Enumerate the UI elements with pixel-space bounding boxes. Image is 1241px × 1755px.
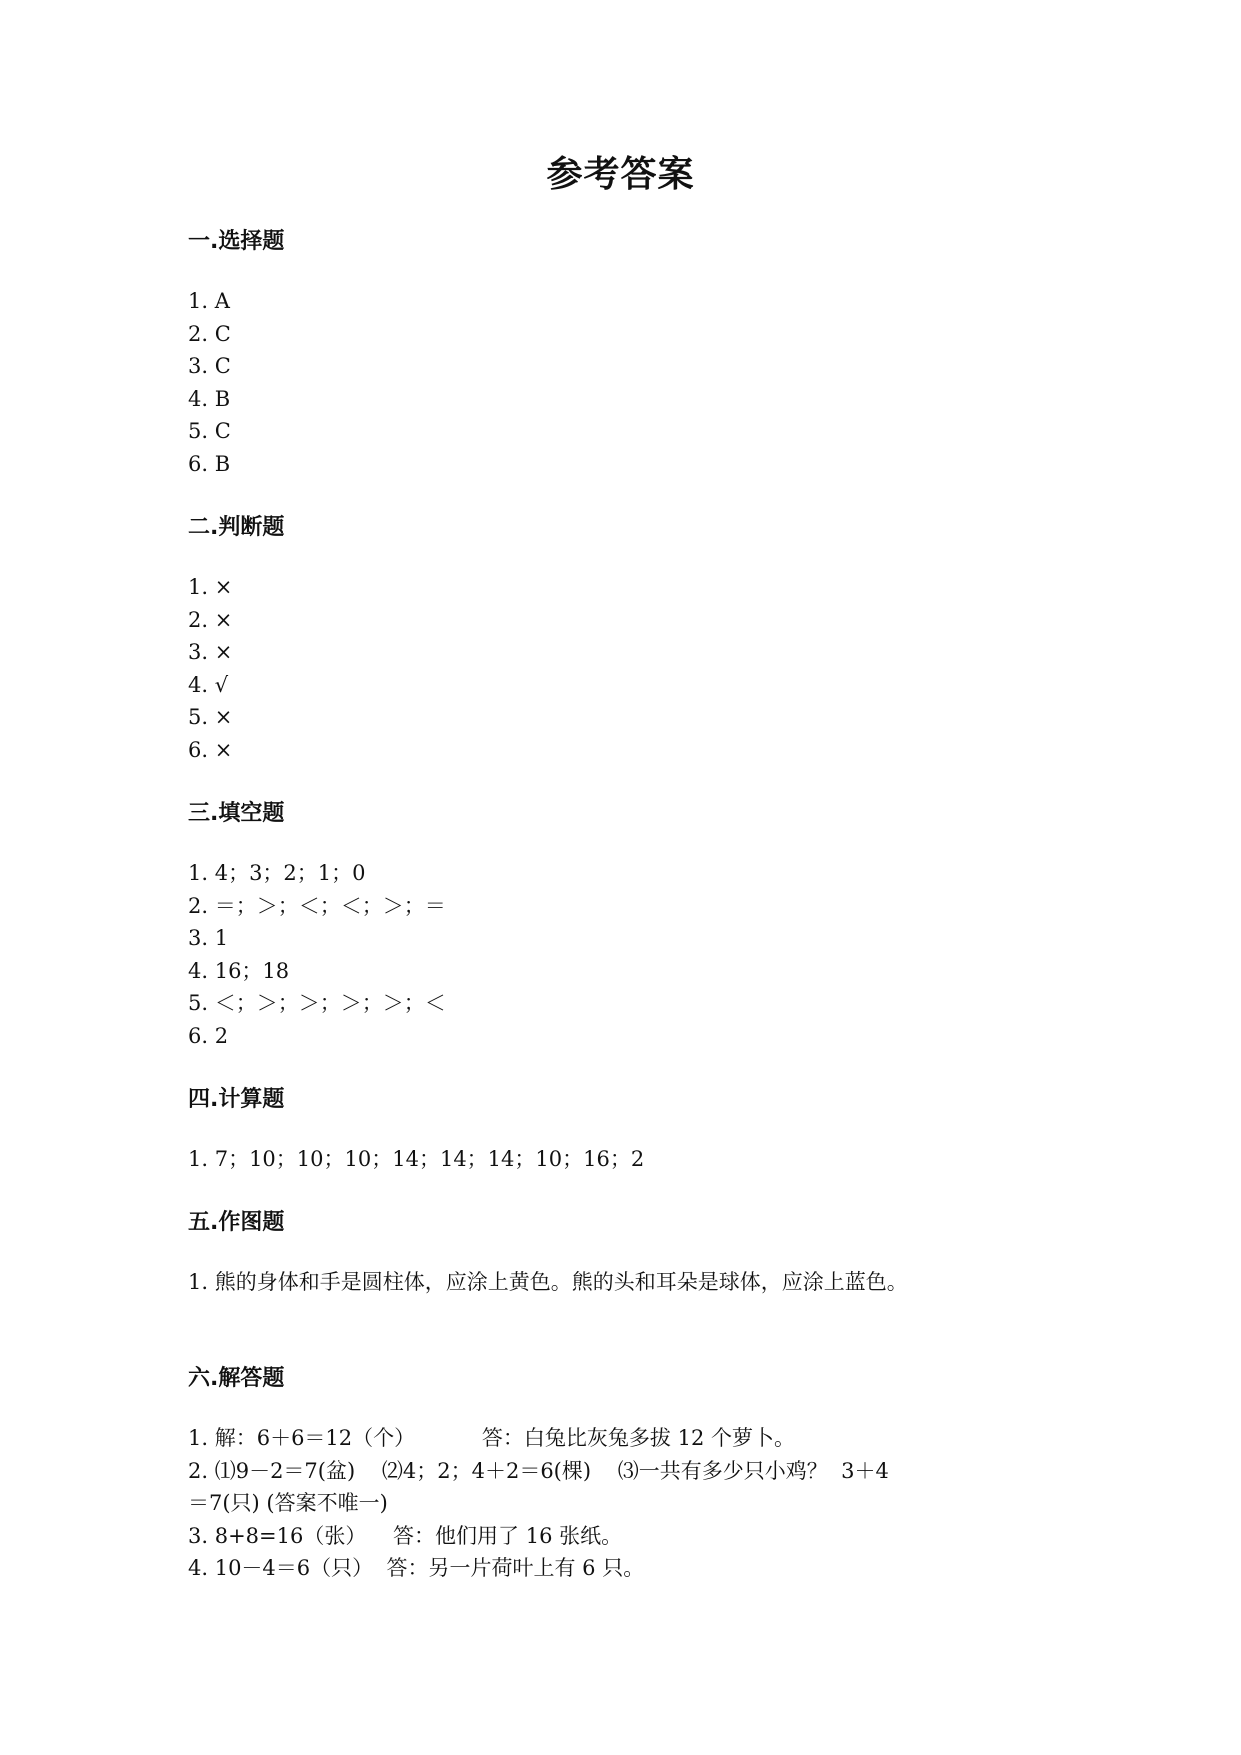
answer-list [188, 571, 1068, 766]
answer-line: 2. ⑴9－2＝7(盆) ⑵4；2；4＋2＝6(棵) ⑶一共有多少只小鸡？ 3＋4 [188, 1458, 889, 1483]
answer-line: 3. 1 [188, 926, 229, 950]
section-heading: 四.计算题 [188, 1087, 285, 1112]
answer-line: 1. 熊的身体和手是圆柱体，应涂上黄色。熊的头和耳朵是球体，应涂上蓝色。 [188, 1270, 908, 1294]
answer-line: 6. B [188, 451, 231, 476]
section-drawing [188, 1207, 1068, 1299]
section-word-problems [188, 1363, 1068, 1585]
answer-list [188, 1143, 1068, 1176]
section-multiple-choice [188, 226, 1068, 480]
answer-list [188, 1266, 1068, 1299]
section-heading: 六.解答题 [188, 1366, 285, 1391]
section-heading: 一.选择题 [188, 229, 285, 254]
answer-line: 5. C [188, 419, 231, 443]
answer-line: 5. × [188, 705, 233, 729]
answer-line: 3. C [188, 354, 231, 378]
answer-line: 3. 8+8=16（张） 答：他们用了 16 张纸。 [188, 1523, 623, 1548]
answer-line: 4. 16；18 [188, 958, 290, 983]
answer-line: 5. ＜；＞；＞；＞；＞；＜ [188, 991, 446, 1015]
answer-line: 3. × [188, 640, 233, 664]
answer-line: 4. √ [188, 672, 229, 697]
page-title: 参考答案 [546, 154, 695, 195]
section-heading: 二.判断题 [188, 515, 285, 540]
answer-line: ＝7(只) (答案不唯一) [188, 1491, 388, 1515]
answer-line: 1. 解：6＋6＝12（个） 答：白兔比灰兔多拔 12 个萝卜。 [188, 1426, 795, 1450]
answer-line: 2. C [188, 321, 231, 346]
answer-line: 1. A [188, 289, 230, 313]
section-calculation [188, 1084, 1068, 1176]
answer-list [188, 857, 1068, 1052]
answer-line: 4. 10－4＝6（只） 答：另一片荷叶上有 6 只。 [188, 1556, 645, 1580]
answer-line: 4. B [188, 386, 231, 411]
section-heading: 三.填空题 [188, 801, 285, 826]
answer-list [188, 285, 1068, 480]
section-true-false [188, 512, 1068, 766]
answer-list [188, 1422, 1068, 1585]
answer-line: 6. 2 [188, 1023, 229, 1048]
answer-line: 1. 7；10；10；10；14；14；14；10；16；2 [188, 1147, 645, 1171]
answer-line: 1. 4；3；2；1；0 [188, 861, 366, 885]
answer-line: 1. × [188, 575, 233, 599]
answer-line: 2. ＝；＞；＜；＜；＞；＝ [188, 893, 446, 918]
section-fill-blank [188, 798, 1068, 1052]
answer-line: 2. × [188, 607, 233, 632]
answer-line: 6. × [188, 737, 233, 762]
section-heading: 五.作图题 [188, 1210, 285, 1235]
